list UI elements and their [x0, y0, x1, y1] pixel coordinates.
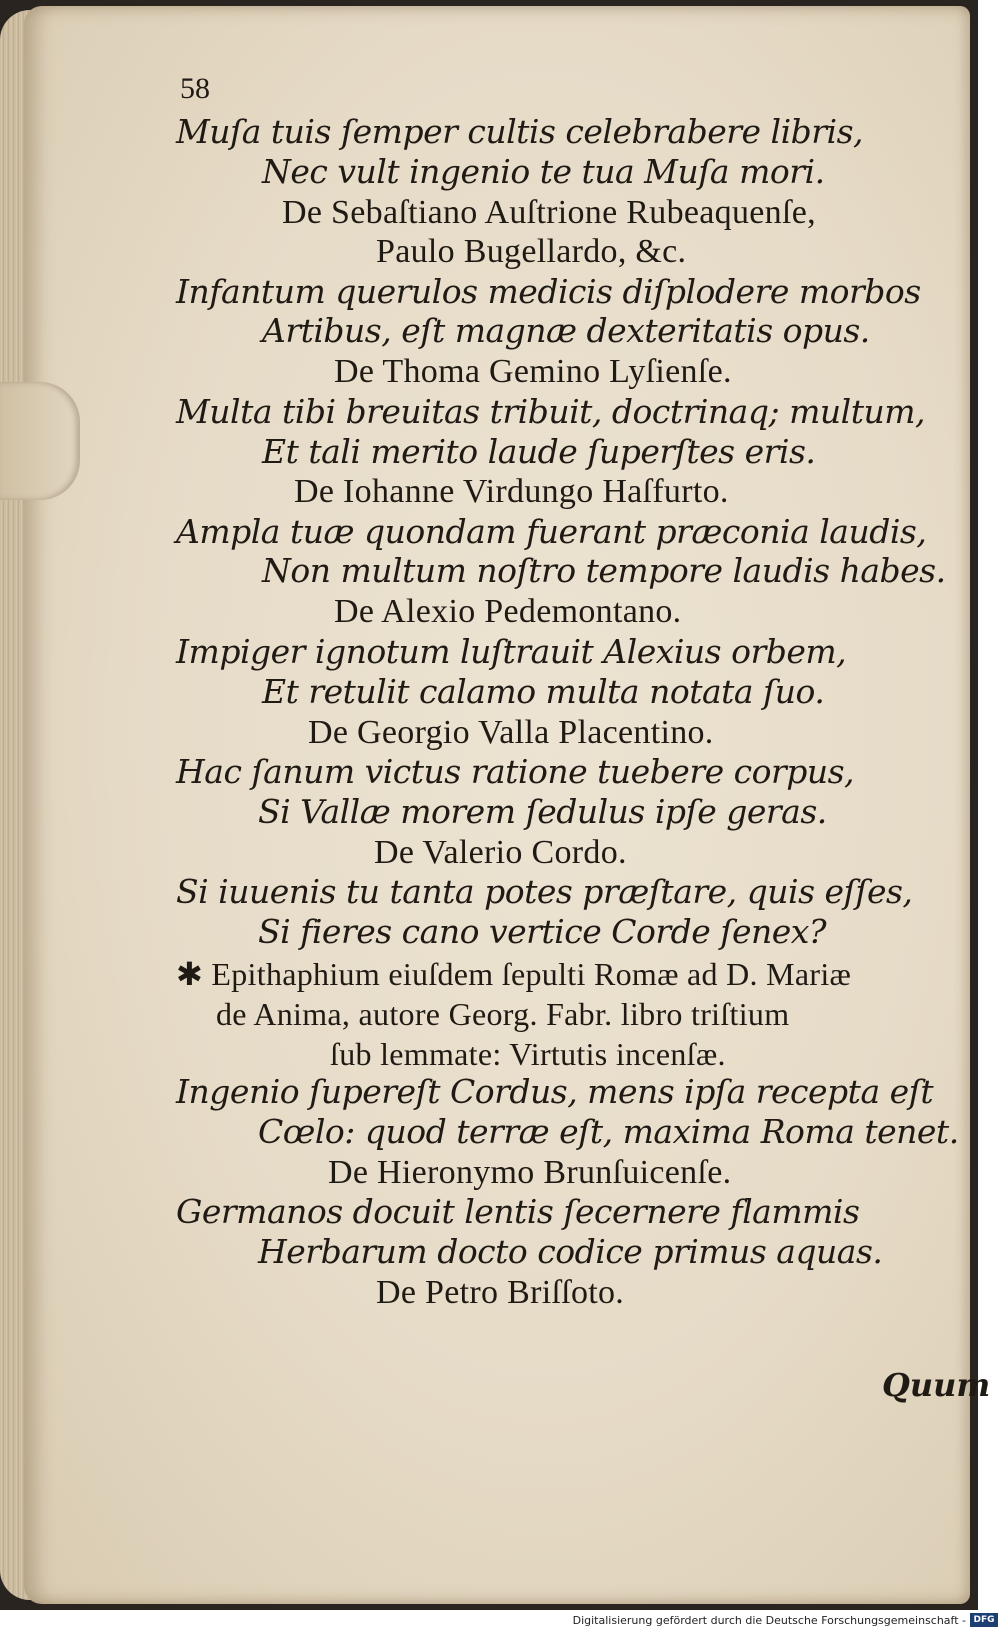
text-line-13: De Alexio Pedemontano.	[334, 593, 682, 630]
text-line-26: Cœlo: quod terræ eſt, maxima Roma tenet.	[258, 1112, 959, 1151]
text-line-9: Et tali merito laude ſuperſtes eris.	[262, 432, 816, 471]
text-line-7: De Thoma Gemino Lyſienſe.	[334, 353, 732, 390]
text-line-22: ✱ Epithaphium eiuſdem ſepulti Romæ ad D. Mariæ	[176, 956, 852, 992]
text-line-21: Si fieres cano vertice Corde ſenex?	[258, 912, 827, 951]
footer-credit-text: Digitalisierung gefördert durch die Deutsche Forschungsgemeinschaft -	[572, 1614, 966, 1627]
text-line-11: Ampla tuæ quondam fuerant præconia laudis,	[176, 512, 927, 551]
text-line-20: Si iuuenis tu tanta potes præſtare, quis eſſes,	[176, 872, 913, 911]
text-line-18: Si Vallæ morem ſedulus ipſe geras.	[258, 792, 827, 831]
text-line-23: de Anima, autore Georg. Fabr. libro triſtium	[216, 996, 790, 1032]
text-line-3: De Sebaſtiano Auſtrione Rubeaquenſe,	[282, 194, 816, 231]
text-line-15: Et retulit calamo multa notata ſuo.	[262, 672, 825, 711]
catchword: Quum	[882, 1366, 991, 1404]
text-line-1: Muſa tuis ſemper cultis celebrabere libris,	[176, 112, 864, 151]
text-line-25: Ingenio ſupereſt Cordus, mens ipſa recepta eſt	[176, 1072, 934, 1111]
text-line-24: ſub lemmate: Virtutis incenſæ.	[330, 1036, 726, 1072]
text-line-12: Non multum noſtro tempore laudis habes.	[262, 551, 946, 590]
text-line-6: Artibus, eſt magnæ dexteritatis opus.	[262, 311, 870, 350]
text-line-19: De Valerio Cordo.	[374, 834, 627, 871]
text-line-2: Nec vult ingenio te tua Muſa mori.	[262, 152, 825, 191]
text-line-30: De Petro Briſſoto.	[376, 1274, 625, 1311]
text-line-27: De Hieronymo Brunſuicenſe.	[328, 1154, 732, 1191]
page-number: 58	[180, 72, 210, 105]
text-line-28: Germanos docuit lentis ſecernere flammis	[176, 1192, 860, 1231]
text-line-29: Herbarum docto codice primus aquas.	[258, 1232, 883, 1271]
text-line-4: Paulo Bugellardo, &c.	[376, 233, 687, 270]
digitization-footer	[0, 1610, 1000, 1631]
text-line-16: De Georgio Valla Placentino.	[308, 714, 714, 751]
text-line-8: Multa tibi breuitas tribuit, doctrinaq; multum,	[176, 392, 925, 431]
text-line-14: Impiger ignotum luſtrauit Alexius orbem,	[176, 632, 847, 671]
text-line-17: Hac ſanum victus ratione tuebere corpus,	[176, 752, 855, 791]
text-line-5: Infantum querulos medicis diſplodere morbos	[176, 272, 921, 311]
dfg-logo: DFG	[970, 1613, 998, 1627]
text-line-10: De Iohanne Virdungo Haſfurto.	[294, 473, 729, 510]
